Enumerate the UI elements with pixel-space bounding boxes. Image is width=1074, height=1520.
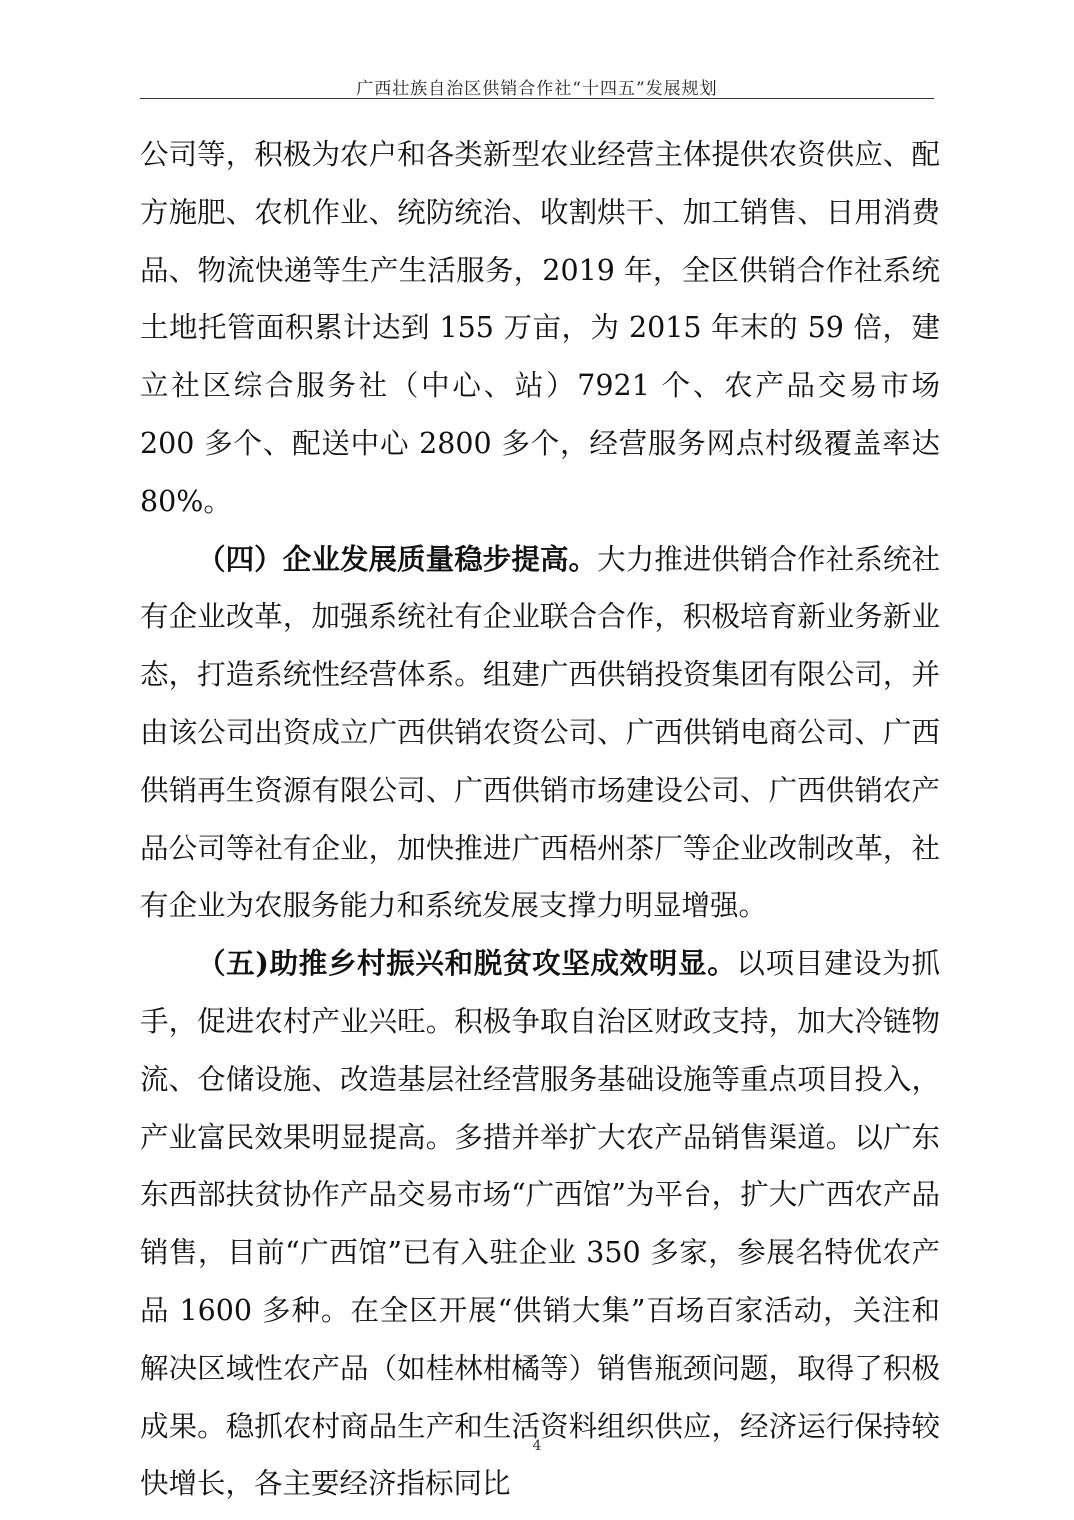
page-number: 4 bbox=[532, 1438, 542, 1454]
section-heading-4: （四）企业发展质量稳步提高。 bbox=[197, 541, 598, 576]
paragraph-continuation bbox=[140, 126, 940, 531]
body-text bbox=[140, 126, 940, 1513]
paragraph-section-4 bbox=[140, 531, 940, 936]
running-header-title: 广西壮族自治区供销合作社“十四五”发展规划 bbox=[356, 79, 718, 99]
paragraph-text: 公司等，积极为农户和各类新型农业经营主体提供农资供应、配方施肥、农机作业、统防统治、收割烘干、加工销售、日用消费品、物流快递等生产生活服务，2019 年，全区供销合作社系统土地托管面积累计达到 155 万亩，为 2015 年末的 59 倍，建立社区综合服务社（中心、站）7921 个、农产品交易市场 200 多个、配送中心 2800 多个，经营服务网点村级覆盖率达 80%。 bbox=[140, 138, 940, 518]
paragraph-section-5 bbox=[140, 935, 940, 1513]
header-divider bbox=[140, 98, 934, 99]
section-heading-5: （五)助推乡村振兴和脱贫攻坚成效明显。 bbox=[197, 946, 737, 981]
paragraph-text: 大力推进供销合作社系统社有企业改革，加强系统社有企业联合合作，积极培育新业务新业态，打造系统性经营体系。组建广西供销投资集团有限公司，并由该公司出资成立广西供销农资公司、广西供销电商公司、广西供销再生资源有限公司、广西供销市场建设公司、广西供销农产品公司等社有企业，加快推进广西梧州茶厂等企业改制改革，社有企业为农服务能力和系统发展支撑力明显增强。 bbox=[140, 542, 940, 923]
paragraph-text: 以项目建设为抓手，促进农村产业兴旺。积极争取自治区财政支持，加大冷链物流、仓储设施、改造基层社经营服务基础设施等重点项目投入，产业富民效果明显提高。多措并举扩大农产品销售渠道。以广东东西部扶贫协作产品交易市场“广西馆”为平台，扩大广西农产品销售，目前“广西馆”已有入驻企业 350 多家，参展名特优农产品 1600 多种。在全区开展“供销大集”百场百家活动，关注和解决区域性农产品（如桂林柑橘等）销售瓶颈问题，取得了积极成果。稳抓农村商品生产和生活资料组织供应，经济运行保持较快增长，各主要经济指标同比 bbox=[140, 947, 940, 1501]
